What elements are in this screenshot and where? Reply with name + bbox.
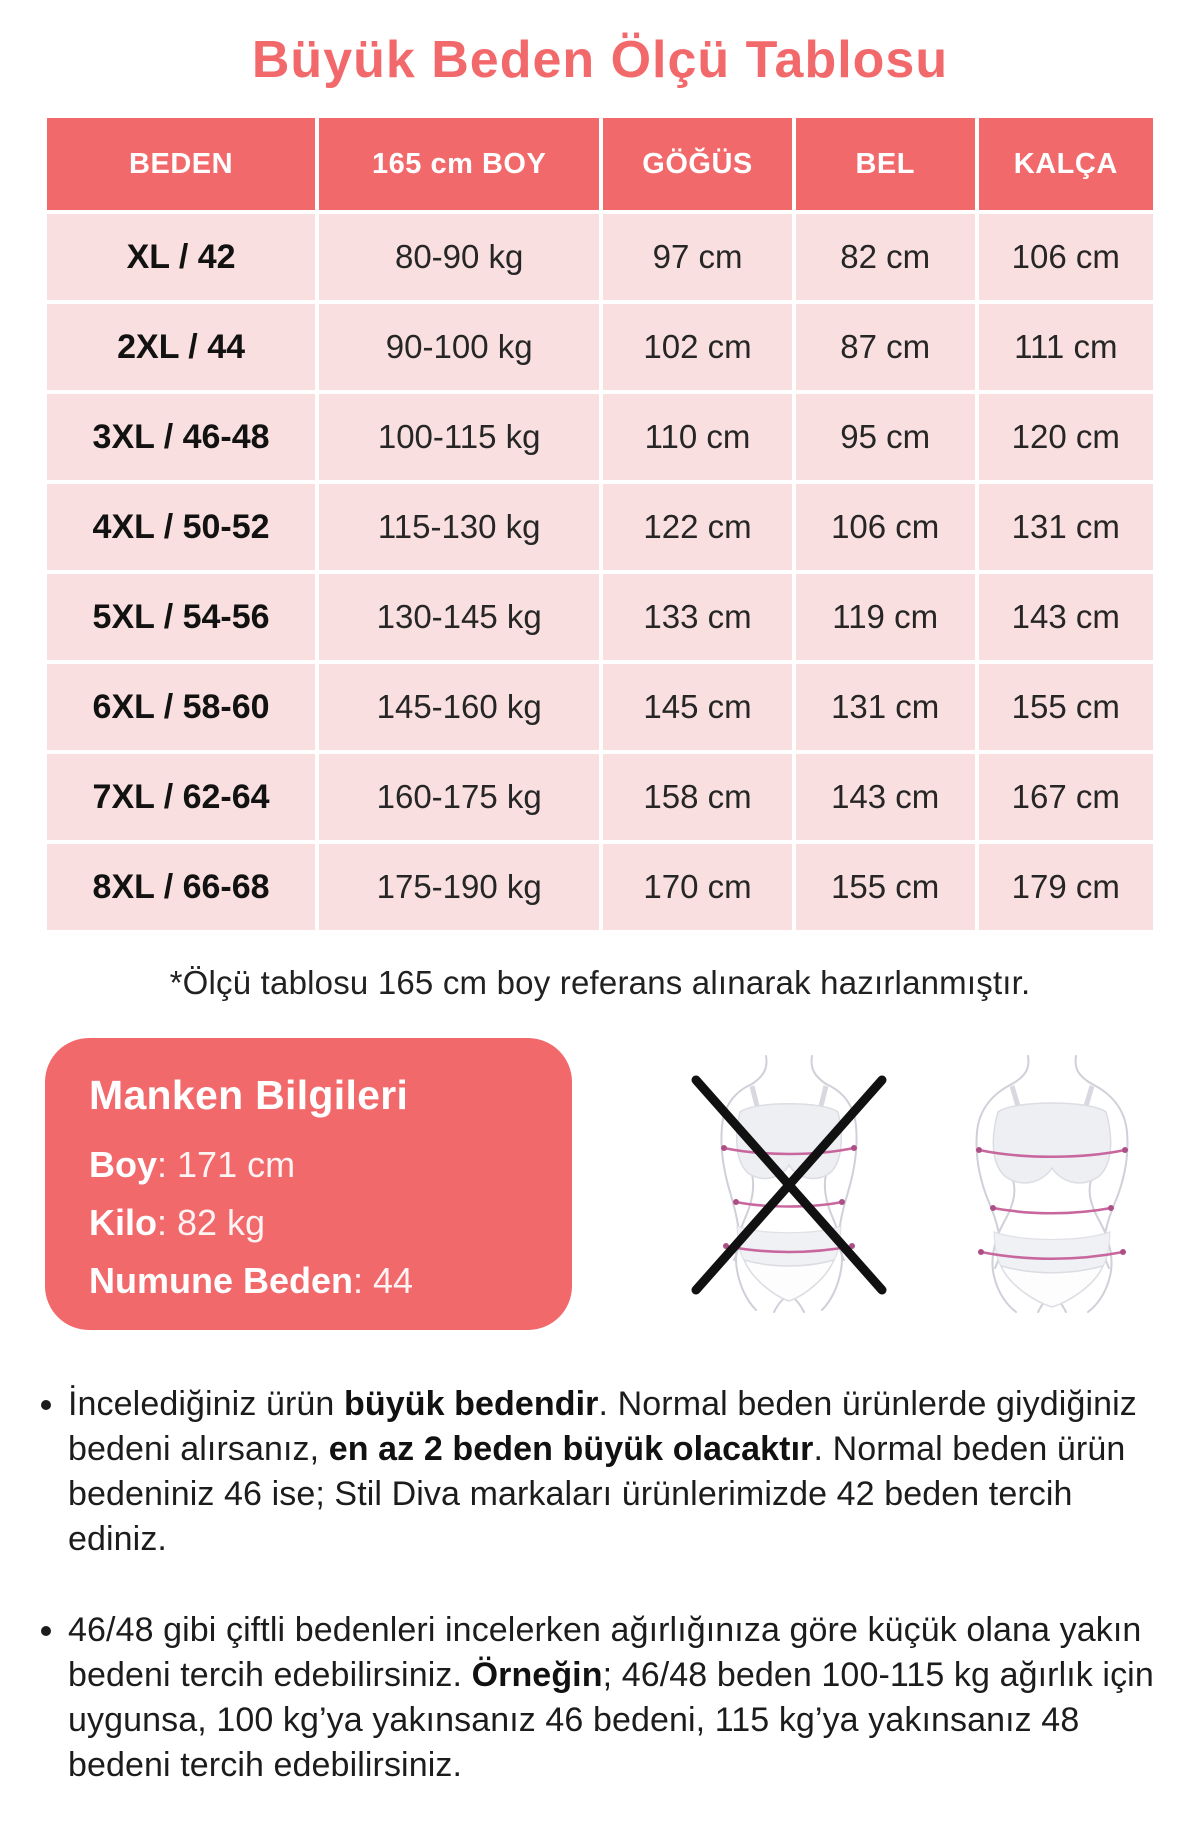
size-cell: 8XL / 66-68 bbox=[47, 844, 315, 930]
size-cell: 7XL / 62-64 bbox=[47, 754, 315, 840]
table-row bbox=[47, 394, 1153, 480]
measure-cell: 120 cm bbox=[979, 394, 1153, 480]
size-table bbox=[43, 114, 1157, 934]
measure-cell: 102 cm bbox=[603, 304, 792, 390]
measure-cell: 87 cm bbox=[796, 304, 975, 390]
table-row bbox=[47, 304, 1153, 390]
measure-cell: 175-190 kg bbox=[319, 844, 599, 930]
model-info-line: Numune Beden: 44 bbox=[89, 1259, 414, 1301]
size-cell: 6XL / 58-60 bbox=[47, 664, 315, 750]
size-cell: 5XL / 54-56 bbox=[47, 574, 315, 660]
measure-cell: 155 cm bbox=[979, 664, 1153, 750]
table-row bbox=[47, 754, 1153, 840]
measure-cell: 158 cm bbox=[603, 754, 792, 840]
measure-cell: 80-90 kg bbox=[319, 214, 599, 300]
plus-body-measurement-icon bbox=[952, 1054, 1152, 1314]
figure-illustrations bbox=[684, 1054, 1152, 1314]
table-row bbox=[47, 214, 1153, 300]
size-cell: 3XL / 46-48 bbox=[47, 394, 315, 480]
column-header: BEL bbox=[796, 118, 975, 210]
model-info-line: Boy: 171 cm bbox=[89, 1144, 296, 1185]
info-bullet: • 46/48 gibi çiftli bedenleri incelerken ağırlığınıza göre küçük olana yakın bedeni tercih edebilirsiniz. Örneğin; 46/48 beden 100-115 kg ağırlık için uygunsa, 100 kg’ya yakınsanız 46 bedeni, 115 kg’ya yakınsanız 48 bedeni tercih edebilirsiniz. bbox=[68, 1608, 1160, 1788]
measure-cell: 170 cm bbox=[603, 844, 792, 930]
info-bullet: • İncelediğiniz ürün büyük bedendir. Normal beden ürünlerde giydiğiniz bedeni alırsanız, en az 2 beden büyük olacaktır. Normal beden ürün bedeniniz 46 ise; Stil Diva markaları ürünlerimizde 42 beden tercih ediniz. bbox=[68, 1382, 1160, 1562]
model-info-card bbox=[45, 1038, 572, 1330]
table-row bbox=[47, 574, 1153, 660]
measure-cell: 97 cm bbox=[603, 214, 792, 300]
table-row bbox=[47, 844, 1153, 930]
measure-cell: 133 cm bbox=[603, 574, 792, 660]
model-info-lines bbox=[89, 1143, 542, 1303]
measure-cell: 111 cm bbox=[979, 304, 1153, 390]
slim-body-crossed-icon bbox=[684, 1054, 894, 1314]
info-bullets bbox=[10, 1382, 1160, 1788]
model-info-title: Manken Bilgileri bbox=[89, 1072, 409, 1118]
table-note: *Ölçü tablosu 165 cm boy referans alınarak hazırlanmıştır. bbox=[169, 964, 1031, 1001]
measure-cell: 115-130 kg bbox=[319, 484, 599, 570]
measure-cell: 145 cm bbox=[603, 664, 792, 750]
size-chart-page bbox=[0, 30, 1200, 1788]
measure-cell: 131 cm bbox=[796, 664, 975, 750]
table-row bbox=[47, 484, 1153, 570]
size-cell: 4XL / 50-52 bbox=[47, 484, 315, 570]
measure-cell: 145-160 kg bbox=[319, 664, 599, 750]
measure-cell: 130-145 kg bbox=[319, 574, 599, 660]
measure-cell: 95 cm bbox=[796, 394, 975, 480]
measure-cell: 143 cm bbox=[979, 574, 1153, 660]
measure-cell: 160-175 kg bbox=[319, 754, 599, 840]
size-cell: XL / 42 bbox=[47, 214, 315, 300]
measure-cell: 100-115 kg bbox=[319, 394, 599, 480]
column-header: 165 cm BOY bbox=[319, 118, 599, 210]
size-cell: 2XL / 44 bbox=[47, 304, 315, 390]
measure-cell: 90-100 kg bbox=[319, 304, 599, 390]
table-body bbox=[47, 214, 1153, 930]
measure-cell: 179 cm bbox=[979, 844, 1153, 930]
measure-cell: 106 cm bbox=[979, 214, 1153, 300]
measure-cell: 155 cm bbox=[796, 844, 975, 930]
column-header: KALÇA bbox=[979, 118, 1153, 210]
measure-cell: 106 cm bbox=[796, 484, 975, 570]
table-row bbox=[47, 664, 1153, 750]
table-header-row bbox=[47, 118, 1153, 210]
measure-cell: 131 cm bbox=[979, 484, 1153, 570]
column-header: BEDEN bbox=[47, 118, 315, 210]
measure-cell: 167 cm bbox=[979, 754, 1153, 840]
measure-cell: 119 cm bbox=[796, 574, 975, 660]
column-header: GÖĞÜS bbox=[603, 118, 792, 210]
measure-cell: 110 cm bbox=[603, 394, 792, 480]
model-info-section bbox=[45, 1038, 1200, 1330]
measure-cell: 143 cm bbox=[796, 754, 975, 840]
page-title: Büyük Beden Ölçü Tablosu bbox=[251, 31, 949, 89]
model-info-line: Kilo: 82 kg bbox=[89, 1201, 266, 1243]
measure-cell: 82 cm bbox=[796, 214, 975, 300]
measure-cell: 122 cm bbox=[603, 484, 792, 570]
